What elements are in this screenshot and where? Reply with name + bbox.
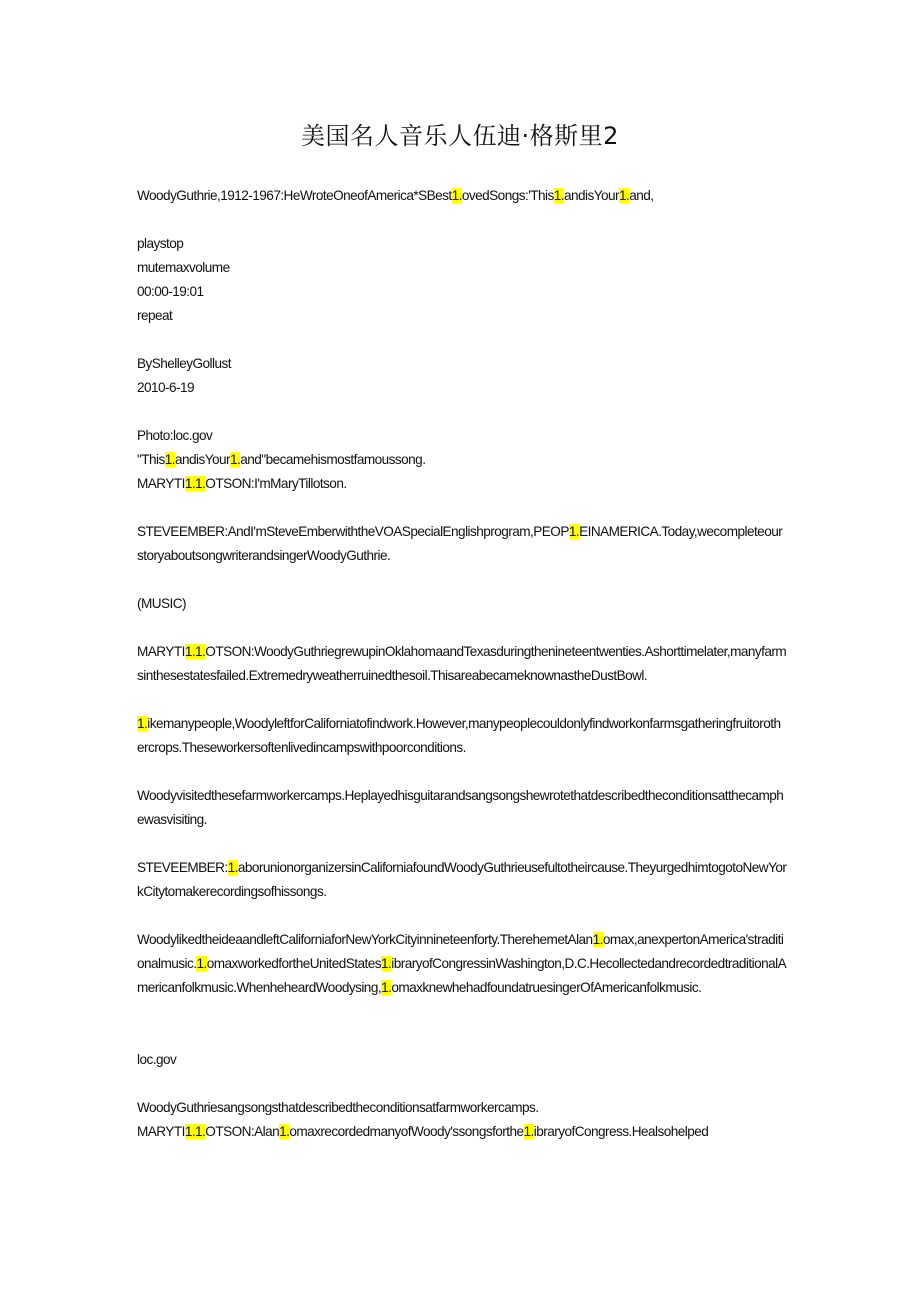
paragraph: mutemaxvolume bbox=[137, 260, 230, 275]
highlighted-text: 1.1. bbox=[184, 644, 206, 659]
paragraph-spacer bbox=[137, 688, 787, 712]
paragraph: WoodyGuthriesangsongsthatdescribedtheconditionsatfarmworkercamps. bbox=[137, 1100, 539, 1115]
highlighted-text: 1. bbox=[592, 932, 603, 947]
paragraph: ByShelleyGollust bbox=[137, 356, 231, 371]
highlighted-text: 1.1. bbox=[184, 1124, 206, 1139]
paragraph: Photo:loc.gov bbox=[137, 428, 213, 443]
highlighted-text: 1. bbox=[553, 188, 564, 203]
paragraph: repeat bbox=[137, 308, 173, 323]
paragraph: 00:00-19:01 bbox=[137, 284, 204, 299]
paragraph-spacer bbox=[137, 208, 787, 232]
paragraph: 1.ikemanypeople,WoodyleftforCaliforniatofindwork.However,manypeoplecouldonlyfindworkonfarmsgatheringfruitorothercrops.Theseworkersoftenlivedincampswithpoorconditions. bbox=[137, 716, 781, 755]
paragraph: (MUSIC) bbox=[137, 596, 187, 611]
highlighted-text: 1. bbox=[381, 980, 392, 995]
paragraph: WoodyGuthrie,1912-1967:HeWroteOneofAmerica*SBest1.ovedSongs:'This1.andisYour1.and, bbox=[137, 188, 654, 203]
paragraph: 2010-6-19 bbox=[137, 380, 195, 395]
highlighted-text: 1. bbox=[381, 956, 392, 971]
highlighted-text: 1. bbox=[164, 452, 176, 467]
paragraph: playstop bbox=[137, 236, 184, 251]
paragraph-spacer bbox=[137, 328, 787, 352]
highlighted-text: 1.1. bbox=[184, 476, 206, 491]
highlighted-text: 1. bbox=[279, 1124, 290, 1139]
paragraph: MARYTI1.1.OTSON:WoodyGuthriegrewupinOklahomaandTexasduringthenineteentwenties.Ashorttimelater,manyfarmsinthesestatesfailed.Extremedryweatherruinedthesoil.ThisareabecameknownastheDustBowl. bbox=[137, 644, 787, 683]
highlighted-text: 1. bbox=[227, 860, 238, 875]
paragraph-spacer bbox=[137, 832, 787, 856]
highlighted-text: 1. bbox=[137, 716, 148, 731]
document-body bbox=[137, 184, 787, 1144]
paragraph: MARYTI1.1.OTSON:I'mMaryTillotson. bbox=[137, 476, 347, 491]
highlighted-text: 1. bbox=[523, 1124, 534, 1139]
highlighted-text: 1. bbox=[230, 452, 241, 467]
highlighted-text: 1. bbox=[568, 524, 580, 539]
paragraph-spacer bbox=[137, 616, 787, 640]
paragraph-spacer bbox=[137, 1072, 787, 1096]
paragraph-spacer bbox=[137, 400, 787, 424]
paragraph-spacer bbox=[137, 904, 787, 928]
paragraph-spacer bbox=[137, 568, 787, 592]
paragraph-spacer bbox=[137, 760, 787, 784]
paragraph-spacer bbox=[137, 496, 787, 520]
highlighted-text: 1. bbox=[618, 188, 630, 203]
paragraph: MARYTI1.1.OTSON:Alan1.omaxrecordedmanyofWoody'ssongsforthe1.ibraryofCongress.Healsohelped bbox=[137, 1124, 709, 1139]
paragraph-spacer bbox=[137, 1000, 787, 1048]
paragraph: STEVEEMBER:AndI'mSteveEmberwiththeVOASpecialEnglishprogram,PEOP1.EINAMERICA.Today,wecompleteourstoryaboutsongwriterandsingerWoodyGuthrie. bbox=[137, 524, 783, 563]
paragraph: Woodyvisitedthesefarmworkercamps.Heplayedhisguitarandsangsongshewrotethatdescribedtheconditionsatthecamphewasvisiting. bbox=[137, 788, 784, 827]
highlighted-text: 1. bbox=[451, 188, 462, 203]
paragraph: "This1.andisYour1.and"becamehismostfamoussong. bbox=[137, 452, 426, 467]
paragraph: WoodylikedtheideaandleftCaliforniaforNewYorkCityinnineteenforty.TherehemetAlan1.omax,anexpertonAmerica'straditionalmusic.1.omaxworkedfortheUnitedStates1.ibraryofCongressinWashington,D.C.HecollectedandrecordedtraditionalAmericanfolkmusic.WhenheheardWoodysing,1.omaxknewhehadfoundatruesingerOfAmericanfolkmusic. bbox=[137, 932, 787, 995]
paragraph: loc.gov bbox=[137, 1052, 177, 1067]
paragraph: STEVEEMBER:1.aborunionorganizersinCaliforniafoundWoodyGuthrieusefultotheircause.TheyurgedhimtogotoNewYorkCitytomakerecordingsofhissongs. bbox=[137, 860, 787, 899]
highlighted-text: 1. bbox=[196, 956, 207, 971]
document-title: 美国名人音乐人伍迪·格斯里2 bbox=[301, 122, 619, 150]
